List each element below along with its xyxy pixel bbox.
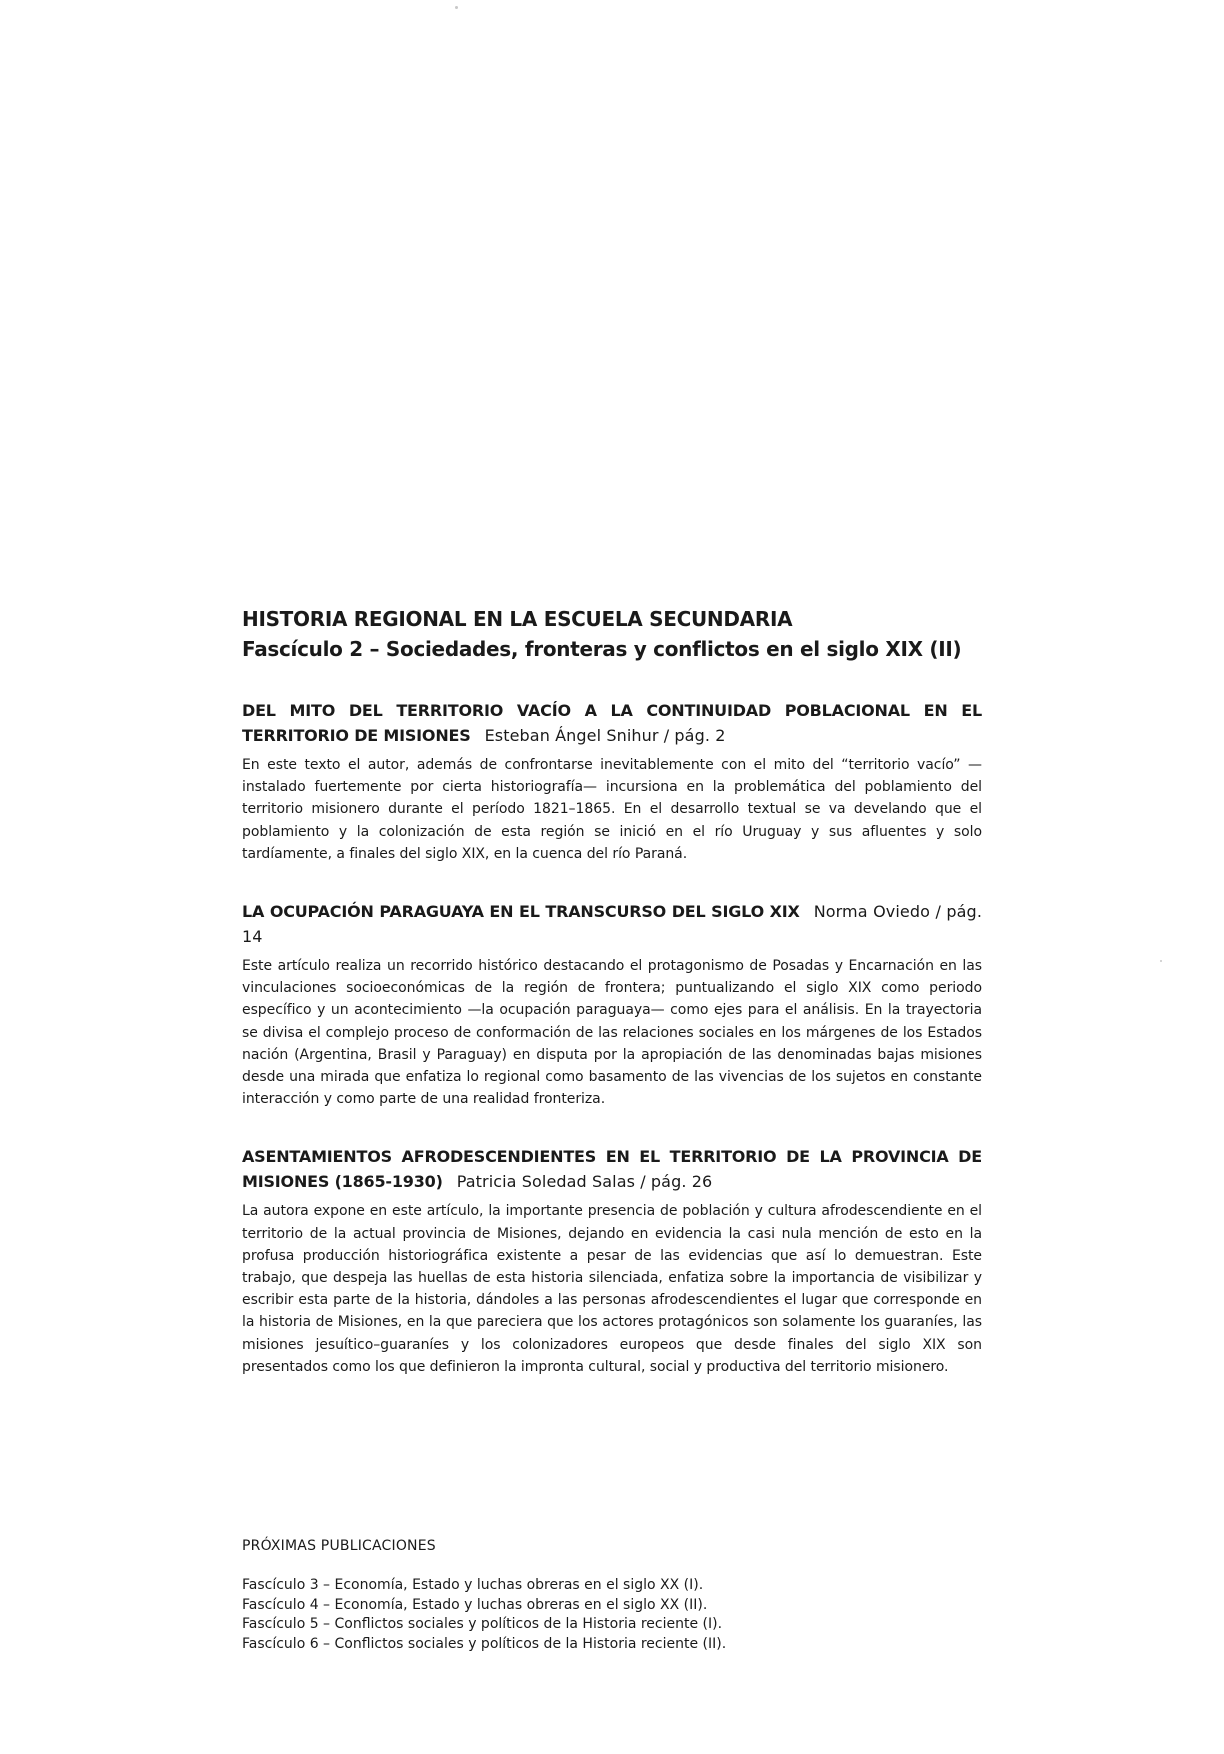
upcoming-list: [242, 1576, 942, 1654]
upcoming-item: Fascículo 5 – Conflictos sociales y políticos de la Historia reciente (I).: [242, 1616, 723, 1632]
article-byline: Esteban Ángel Snihur / pág. 2: [484, 726, 726, 745]
article-entry: [242, 899, 982, 1110]
scan-speck: [455, 6, 458, 9]
upcoming-item: Fascículo 4 – Economía, Estado y luchas obreras en el siglo XX (II).: [242, 1596, 708, 1613]
article-heading: [242, 899, 982, 949]
scan-speck: [1160, 960, 1162, 962]
article-title: ASENTAMIENTOS AFRODESCENDIENTES EN EL TERRITORIO DE LA PROVINCIA DE MISIONES (1865-1930): [242, 1147, 982, 1192]
upcoming-heading: PRÓXIMAS PUBLICACIONES: [242, 1538, 436, 1554]
table-of-contents: [242, 604, 982, 1412]
article-entry: [242, 1144, 982, 1378]
upcoming-publications: [242, 1536, 942, 1654]
series-subtitle: Fascículo 2 – Sociedades, fronteras y conflictos en el siglo XIX (II): [242, 637, 962, 661]
upcoming-item: Fascículo 3 – Economía, Estado y luchas obreras en el siglo XX (I).: [242, 1577, 704, 1593]
article-summary: En este texto el autor, además de confrontarse inevitablemente con el mito del “territorio vacío” —instalado fuertemente por cierta historiografía— incursiona en la problemática del poblamiento del territorio misionero durante el período 1821–1865. En el desarrollo textual se va develando que el poblamiento y la colonización de esta región se inició en el río Uruguay y sus afluentes y solo tardíamente, a finales del siglo XIX, en la cuenca del río Paraná.: [242, 757, 982, 862]
upcoming-item: Fascículo 6 – Conflictos sociales y políticos de la Historia reciente (II).: [242, 1635, 727, 1652]
article-title: LA OCUPACIÓN PARAGUAYA EN EL TRANSCURSO DEL SIGLO XIX: [242, 902, 800, 922]
article-heading: [242, 698, 982, 748]
article-byline: Patricia Soledad Salas / pág. 26: [456, 1172, 713, 1192]
article-entry: [242, 698, 982, 865]
article-summary: La autora expone en este artículo, la importante presencia de población y cultura afrodescendiente en el territorio de la actual provincia de Misiones, dejando en evidencia la casi nula mención de esto en la profusa producción historiográfica existente a pesar de las evidencias que así lo demuestran. Este trabajo, que despeja las huellas de esta historia silenciada, enfatiza sobre la importancia de visibilizar y escribir esta parte de la historia, dándoles a las personas afrodescendientes el lugar que corresponde en la historia de Misiones, en la que pareciera que los actores protagónicos son solamente los guaraníes, las misiones jesuítico–guaraníes y los colonizadores europeos que desde finales del siglo XIX son presentados como los que definieron la impronta cultural, social y productiva del territorio misionero.: [242, 1203, 982, 1375]
series-title: HISTORIA REGIONAL EN LA ESCUELA SECUNDARIA: [242, 607, 793, 631]
article-byline: Norma Oviedo / pág. 14: [242, 902, 982, 947]
article-heading: [242, 1144, 982, 1194]
article-title: DEL MITO DEL TERRITORIO VACÍO A LA CONTINUIDAD POBLACIONAL EN EL TERRITORIO DE MISIONES: [242, 701, 982, 745]
article-summary: Este artículo realiza un recorrido histórico destacando el protagonismo de Posadas y Encarnación en las vinculaciones socioeconómicas de la región de frontera; puntualizando el siglo XIX como periodo específico y un acontecimiento —la ocupación paraguaya— como ejes para el análisis. En la trayectoria se divisa el complejo proceso de conformación de las relaciones sociales en los márgenes de los Estados nación (Argentina, Brasil y Paraguay) en disputa por la apropiación de las denominadas bajas misiones desde una mirada que enfatiza lo regional como basamento de las vivencias de los sujetos en constante interacción y como parte de una realidad fronteriza.: [242, 958, 982, 1108]
